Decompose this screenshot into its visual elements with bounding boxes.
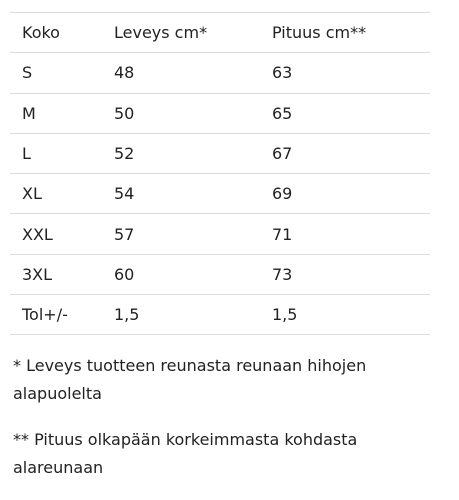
length-cell: 73 (260, 254, 430, 294)
size-cell: Tol+/- (10, 295, 102, 335)
width-cell: 57 (102, 214, 260, 254)
table-row (10, 214, 430, 254)
size-cell: XL (10, 174, 102, 214)
table-row (10, 93, 430, 133)
size-table (10, 12, 430, 335)
table-header-row (10, 13, 430, 53)
length-note: ** Pituus olkapään korkeimmasta kohdasta alareunaan (13, 430, 358, 477)
table-row (10, 53, 430, 93)
length-cell: 63 (260, 53, 430, 93)
header-width: Leveys cm* (102, 13, 260, 53)
table-row (10, 295, 430, 335)
width-cell: 48 (102, 53, 260, 93)
header-size: Koko (10, 13, 102, 53)
table-row (10, 133, 430, 173)
width-note: * Leveys tuotteen reunasta reunaan hihojen alapuolelta (13, 356, 367, 403)
width-cell: 54 (102, 174, 260, 214)
size-cell: M (10, 93, 102, 133)
length-cell: 71 (260, 214, 430, 254)
size-cell: S (10, 53, 102, 93)
length-cell: 1,5 (260, 295, 430, 335)
width-cell: 52 (102, 133, 260, 173)
size-cell: XXL (10, 214, 102, 254)
size-cell: 3XL (10, 254, 102, 294)
size-cell: L (10, 133, 102, 173)
length-cell: 67 (260, 133, 430, 173)
length-cell: 69 (260, 174, 430, 214)
table-row (10, 254, 430, 294)
header-length: Pituus cm** (260, 13, 430, 53)
length-cell: 65 (260, 93, 430, 133)
width-cell: 1,5 (102, 295, 260, 335)
width-cell: 60 (102, 254, 260, 294)
width-cell: 50 (102, 93, 260, 133)
table-row (10, 174, 430, 214)
measurement-notes (13, 352, 433, 500)
